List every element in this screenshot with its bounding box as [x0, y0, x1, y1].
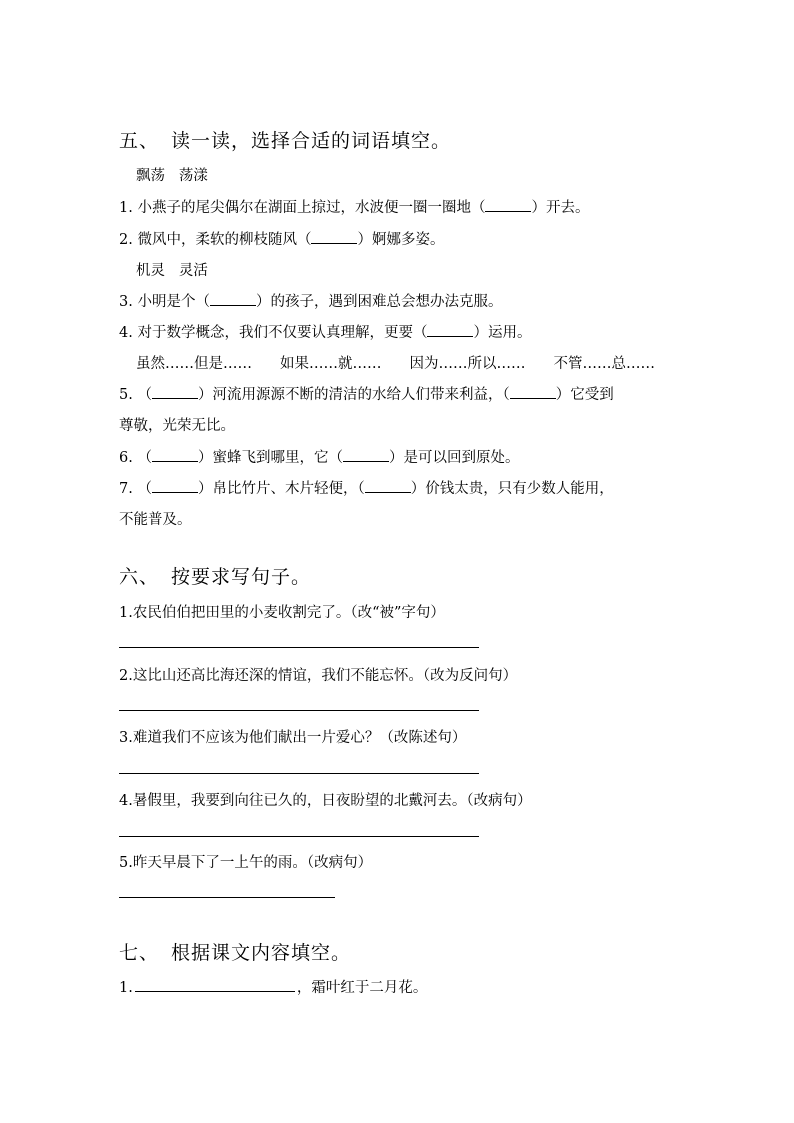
conjunction-choice: 虽然……但是……	[136, 356, 252, 372]
section-6-title: 按要求写句子。	[171, 566, 312, 588]
rewrite-question-4: 4.暑假里，我要到向往已久的，日夜盼望的北戴河去。（改病句）	[119, 793, 532, 809]
question-5-5	[119, 383, 614, 404]
fill-blank[interactable]	[152, 479, 198, 493]
fill-blank[interactable]	[135, 978, 295, 992]
conjunction-choices	[136, 352, 655, 373]
section-5-title: 读一读，选择合适的词语填空。	[171, 130, 452, 152]
answer-line[interactable]	[119, 897, 335, 898]
rewrite-question-5: 5.昨天早晨下了一上午的雨。（改病句）	[119, 855, 373, 871]
question-text: ）蜜蜂飞到哪里，它（	[197, 450, 343, 466]
conjunction-choice: 不管……总……	[553, 356, 655, 372]
word-choices-a	[136, 164, 208, 185]
section-5-number: 五、	[119, 130, 160, 152]
question-5-4	[119, 321, 531, 342]
question-text: ，霜叶红于二月花。	[296, 980, 428, 996]
question-text: 6. （	[119, 450, 152, 466]
section-7-heading	[119, 938, 351, 965]
section-5-heading	[119, 126, 451, 153]
question-text: ）价钱太贵，只有少数人能用，	[410, 481, 614, 497]
fill-blank[interactable]	[343, 448, 389, 462]
question-text: 1. 小燕子的尾尖偶尔在湖面上掠过，水波便一圈一圈地（	[119, 200, 486, 216]
word-choice: 荡漾	[178, 168, 208, 184]
question-text: 7. （	[119, 481, 152, 497]
word-choices-b	[136, 259, 208, 280]
question-text: ）河流用源源不断的清洁的水给人们带来利益，（	[197, 387, 510, 403]
word-choice: 灵活	[178, 263, 208, 279]
section-7-number: 七、	[119, 942, 160, 964]
question-text: 2. 微风中，柔软的柳枝随风（	[119, 232, 312, 248]
question-text: 5. （	[119, 387, 152, 403]
fill-blank[interactable]	[311, 230, 357, 244]
fill-blank[interactable]	[485, 198, 531, 212]
word-choice: 机灵	[136, 263, 165, 279]
question-text: ）的孩子，遇到困难总会想办法克服。	[255, 294, 503, 310]
question-5-7	[119, 477, 614, 498]
rewrite-question-1: 1.农民伯伯把田里的小麦收割完了。（改“被”字句）	[119, 605, 445, 621]
fill-blank[interactable]	[152, 385, 198, 399]
question-text: ）婀娜多姿。	[357, 232, 445, 248]
fill-blank[interactable]	[365, 479, 411, 493]
question-text: 4. 对于数学概念，我们不仅要认真理解，更要（	[119, 325, 428, 341]
fill-blank[interactable]	[427, 323, 473, 337]
answer-line[interactable]	[119, 710, 479, 711]
answer-line[interactable]	[119, 647, 479, 648]
fill-blank[interactable]	[152, 448, 198, 462]
conjunction-choice: 因为……所以……	[409, 356, 526, 372]
question-text: ）开去。	[531, 200, 590, 216]
fill-blank[interactable]	[210, 292, 256, 306]
fill-blank[interactable]	[510, 385, 556, 399]
question-text: ）是可以回到原处。	[388, 450, 520, 466]
question-text: 1.	[119, 980, 133, 996]
question-5-3	[119, 290, 502, 311]
question-text: 3. 小明是个（	[119, 294, 210, 310]
section-6-number: 六、	[119, 566, 160, 588]
section-6-heading	[119, 562, 311, 589]
answer-line[interactable]	[119, 773, 479, 774]
question-5-5-continued: 尊敬，光荣无比。	[119, 418, 235, 434]
rewrite-question-3: 3.难道我们不应该为他们献出一片爱心？（改陈述句）	[119, 730, 467, 746]
question-5-7-continued: 不能普及。	[119, 512, 192, 528]
question-5-2	[119, 228, 444, 249]
conjunction-choice: 如果……就……	[280, 356, 382, 372]
question-text: ）它受到	[555, 387, 614, 403]
poem-question-1	[119, 976, 427, 997]
answer-line[interactable]	[119, 836, 479, 837]
rewrite-question-2: 2.这比山还高比海还深的情谊，我们不能忘怀。（改为反问句）	[119, 668, 518, 684]
section-7-title: 根据课文内容填空。	[171, 942, 352, 964]
question-5-1	[119, 196, 589, 217]
word-choice: 飘荡	[136, 168, 165, 184]
question-text: ）帛比竹片、木片轻便，（	[197, 481, 365, 497]
question-5-6	[119, 446, 519, 467]
question-text: ）运用。	[473, 325, 532, 341]
